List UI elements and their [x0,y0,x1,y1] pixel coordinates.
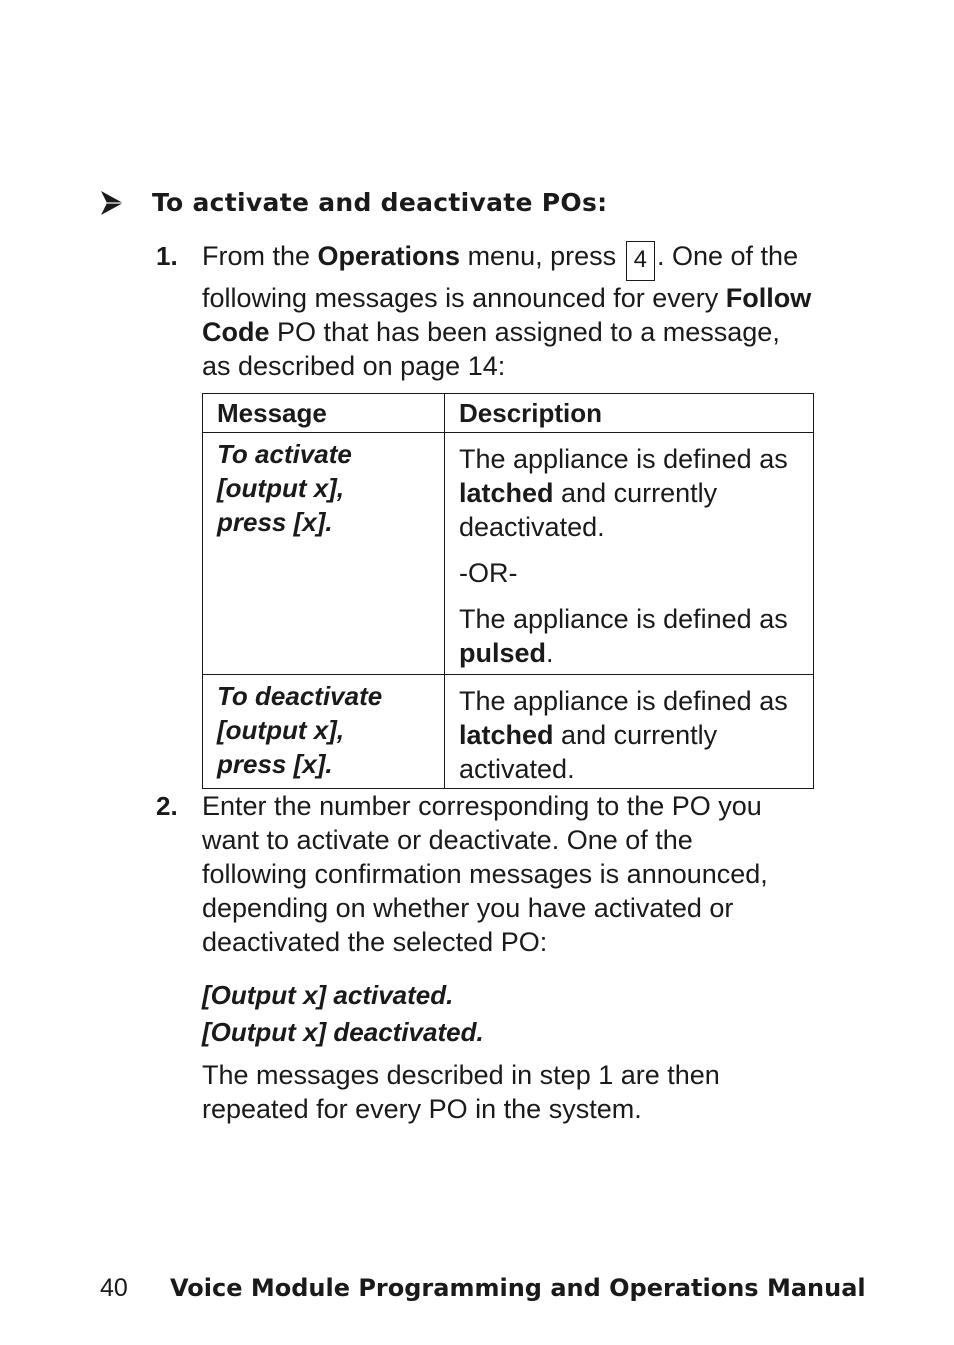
message-activate: To activate [output x], press [x]. [203,433,445,675]
heading-text: To activate and deactivate POs: [152,188,608,217]
description-activate: The appliance is defined as latched and currently deactivated. -OR- The appliance is defined as pulsed. [445,433,814,675]
page-number: 40 [100,1274,128,1302]
description-deactivate: The appliance is defined as latched and currently activated. [445,675,814,789]
header-message: Message [203,394,445,433]
table-row [203,675,814,789]
page-footer [100,1274,866,1303]
table-header-row [203,394,814,433]
header-description: Description [445,394,814,433]
step-2-closing: The messages described in step 1 are then repeated for every PO in the system. [202,1060,720,1124]
follow-code-label: Follow Code [202,283,812,347]
step-2-text: Enter the number corresponding to the PO you want to activate or deactivate. One of the following confirmation messages is announced, depending on whether you have activated or deactivated the selected PO: [202,791,768,957]
operations-menu-label: Operations [317,241,461,271]
step-1-number: 1. [156,241,178,271]
section-heading [100,188,607,217]
message-deactivate: To deactivate [output x], press [x]. [203,675,445,789]
step-2-number: 2. [156,791,178,821]
confirmation-deactivated: [Output x] deactivated. [202,1017,484,1047]
or-separator: -OR- [459,558,518,588]
arrow-bullet-icon [100,190,124,216]
messages-table [202,393,814,789]
step-1-text: From the Operations menu, press 4 . One of the following messages is announced for every Follow Code PO that has been assigned to a message, as described on page 14: [202,241,812,381]
key-4: 4 [626,241,655,281]
table-row [203,433,814,675]
manual-title: Voice Module Programming and Operations Manual [170,1274,866,1302]
confirmation-activated: [Output x] activated. [202,980,454,1010]
